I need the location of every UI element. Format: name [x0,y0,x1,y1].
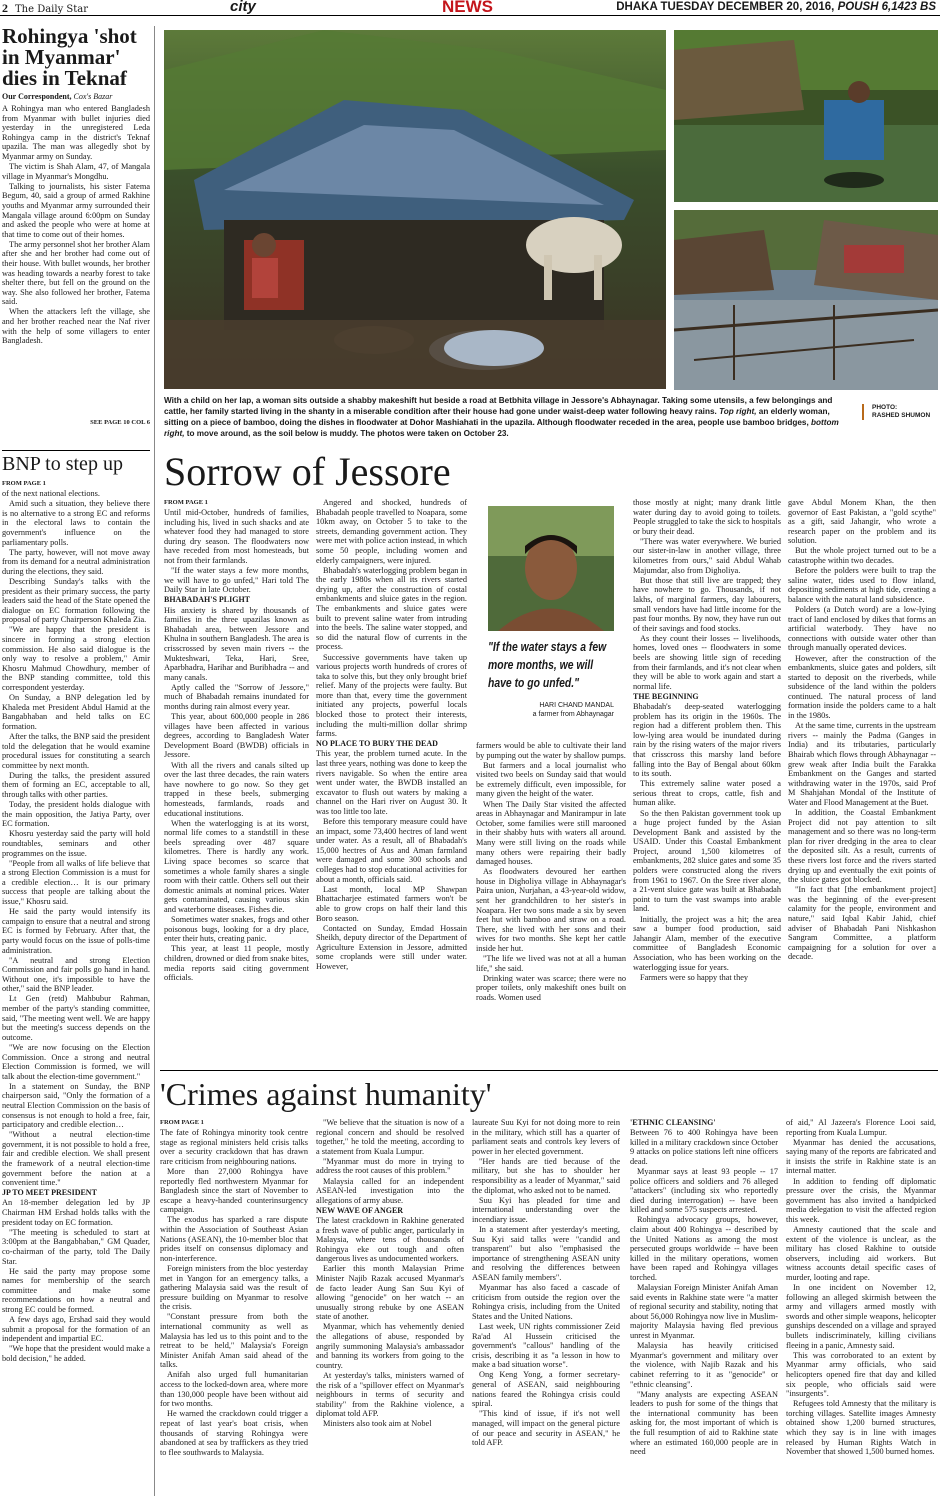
story3-col1 [164,498,309,1070]
photo-bottom-right [674,210,938,390]
paragraph: "We are now focusing on the Election Commission. Once a strong and neutral Election Commission is formed, we will talk about the election-time government." [2,1042,150,1081]
story3-col4 [633,498,781,1058]
paragraph: Until mid-October, hundreds of families, including his, lived in such shacks and ate whatever food they had managed to store during dry season. The floodwaters now have receded from most homesteads, but not from their farmlands. [164,508,309,566]
paragraph: Drinking water was scarce; there were no proper toilets, only makeshift ones built on roads. Women used [476,973,626,1002]
paragraph: However, after the construction of the embankments, sluice gates and polders, silt started to deposit on the riverbeds, while subsidence of the land within the polders continued. The natural process of land formation inside the polders came to a halt in the 1980s. [788,653,936,721]
paragraph: Initially, the project was a hit; the area saw a bumper food production, said Jahangir Alam, member of the executive committee of Bangladesh Economic Association, who has been working on the waterlogging issue for years. [633,914,781,972]
paragraph: "Constant pressure from both the international community as well as Malaysia has led us to this point and to the retreat to be held," Malaysia's Foreign Minister Anifah Aman said ahead of the talks. [160,1312,308,1370]
paragraph: A few days ago, Ershad said they would submit a proposal for the formation of an independent and impartial EC. [2,1315,150,1344]
paragraph: Anifah also urged full humanitarian access to the locked-down area, where more than 130,000 people have been without aid for two months. [160,1370,308,1409]
paragraph: The army personnel shot her brother Alam after she and her brother had come out of their house. With bullet wounds, her brother was heading towards a nearby forest to take shelter there, but fell on the ground on the way. She also followed her brother, Fatema said. [2,239,150,307]
subhead: THE BEGINNING [633,691,699,701]
paragraph: After the talks, the BNP said the president told the delegation that he would examine procedural issues for constituting a search committee by next month. [2,731,150,770]
paragraph: "There was water everywhere. We buried our sister-in-law in another village, three kilometres from ours," said Abdul Wahab Majumdar, also from Digholiya. [633,536,781,575]
paragraph: "This kind of issue, if it's not well managed, will impact on the general picture of our peace and security in ASEAN," he told AFP. [472,1409,620,1448]
story3-col2 [316,498,467,1070]
paragraph: During the talks, the president assured them of forming an EC, acceptable to all, through talks with other parties. [2,770,150,799]
paragraph: But those that still live are trapped; they have nowhere to go. Thousands, if not lakhs, of marginal farmers, day labourers, small vendors have had little income for the past four months. By now, they have run out of their savings and food stocks. [633,575,781,633]
story4-col2 [316,1118,464,1498]
story4-col4 [630,1118,778,1498]
paragraph: As floodwaters devoured her earthen house in Digholiya village in Abhaynagar's Paira union, Nurjahan, a 43-year-old widow, sent her grandchildren to her sister's in Noapara. Her two sons made a six by seven feet hut with bamboo and straw on a road. There, she lived with her sons and their wives for two months. She kept her cattle inside her hut. [476,867,626,953]
paragraph: farmers would be able to cultivate their land by pumping out the water by shallow pumps. [476,741,626,760]
story4-col1 [160,1118,308,1498]
byline: Our Correspondent, Cox's Bazar [2,92,113,101]
paragraph: The party, however, will not move away from its demand for a neutral administration during the elections, they said. [2,547,150,576]
paragraph: Suu Kyi has pleaded for time and international understanding over the incendiary issue. [472,1195,620,1224]
paragraph: "Her hands are tied because of the military, but she has to shoulder her responsibility as a leader of Myanmar," said the diplomat, who asked not to be named. [472,1156,620,1195]
masthead-left: 2 The Daily Star [2,1,89,15]
paragraph: Amnesty cautioned that the scale and extent of the violence is unclear, as the military has closed Rakhine to outside observers, including aid workers. But witness accounts detail specific cases of murder, looting and rape. [786,1225,936,1282]
paragraph: Before the polders were built to trap the saline water, tides used to flow inland, depositing sediments at high tide, creating a balance with the natural land subsidence. [788,566,936,604]
paragraph: But farmers and a local journalist who visited two beels on Sunday said that would be extremely difficult, even impossible, for many given the height of the water. [476,760,626,799]
paragraph: laureate Suu Kyi for not doing more to rein in the military, which still has a quarter of parliament seats and controls key levers of power in her elected government. [472,1118,620,1156]
subhead: NEW WAVE OF ANGER [316,1205,404,1215]
story-rohingya-shot [2,26,150,426]
from-page: FROM PAGE 1 [160,1119,204,1126]
paragraph: His anxiety is shared by thousands of families in the three upazilas known as Bhabadah area, between Jessore and Khulna in southern Bangladesh. The area is crisscrossed by seven main rivers -- the Mukteshwari, Teka, Hari, Sree, Aparbhadra, Harihar and Buribhadra -- and many canals. [164,605,309,682]
paragraph: Aptly called the "Sorrow of Jessore," much of Bhabadah remains inundated for months during rain almost every year. [164,682,309,711]
paragraph: Angered and shocked, hundreds of Bhabadah people travelled to Noapara, some 10km away, on October 5 to take to the streets, demanding government action. They were met with police action instead, in which some 50 people, including women and elderly campaigners, were injured. [316,498,467,565]
category-label: NEWS [442,0,493,16]
paragraph: Between 76 to 400 Rohingya have been killed in a military crackdown since October 9 attacks on police stations left nine officers dead. [630,1128,778,1166]
headline-crimes-against-humanity: 'Crimes against humanity' [160,1076,492,1112]
subhead: 'ETHNIC CLEANSING' [630,1118,716,1127]
section-label: city [230,0,256,15]
paragraph: When The Daily Star visited the affected areas in Abhaynagar and Manirampur in late October, some families were still marooned in their shabby huts with waters all around. Many were still living on the roads while many others were repairing their badly damaged houses. [476,799,626,867]
paragraph: More than 27,000 Rohingya have reportedly fled northwestern Myanmar for Bangladesh since the start of November to escape a heavy-handed counterinsurgency campaign. [160,1166,308,1215]
paragraph: "Without a neutral election-time government, it is not possible to hold a free, fair and credible election. We shall present the framework of a neutral election-time government before the nation at a convenient time." [2,1130,150,1188]
paragraph: Sometimes water snakes, frogs and other poisonous bugs, looking for a dry place, enter their huts, creating panic. [164,915,309,944]
paragraph: Myanmar says at least 93 people -- 17 police officers and soldiers and 76 alleged "attackers" (including six who reportedly died during interrogation) -- have been killed and some 575 suspects arrested. [630,1166,778,1215]
photo-caption: With a child on her lap, a woman sits outside a shabby makeshift hut beside a road at Betbhita village in Jessore's Abhaynagar. Taking some utensils, a few belongings and cattle, her family started living in the shanty in a miserable condition after their house had gone under waist-deep water following heavy rains. Top right, an elderly woman, sitting on a piece of bamboo, doing the dishes in floodwater at Dohor Mashiahati in the upazila. Although floodwater receded in the area, people use bamboo bridges, bottom right, to move around, as the soil below is muddy. The photos were taken on October 23. [164,396,839,438]
paragraph: "A neutral and strong Election Commission and fair polls go hand in hand. Without one, it's impossible to have the other," said the BNP leader. [2,955,150,994]
paragraph: Lt Gen (retd) Mahbubur Rahman, member of the party's standing committee, said, "The meeting went well. We are happy but the meeting's success depends on the outcome. [2,994,150,1042]
paragraph: In one incident on November 12, following an alleged skirmish between the army and villagers armed mostly with swords and other simple weapons, helicopter gunships descended on a village and sprayed bullets indiscriminately, killing civilians fleeing in a panic, Amnesty said. [786,1283,936,1350]
paragraph: "Myanmar must do more in trying to address the root causes of this problem." [316,1156,464,1176]
paragraph: Malaysia has heavily criticised Myanmar's government and military over the violence, with Najib Razak and his cabinet referring to it as "genocide" or "ethnic cleansing". [630,1341,778,1389]
paragraph: In a statement after yesterday's meeting, Suu Kyi said talks were "candid and transparent" but also "emphasised the importance of strengthening ASEAN unity and resolving the differences between ASEAN family members". [472,1225,620,1282]
paragraph: "In fact that [the embankment project] was the beginning of the ever-present calamity for the people, environment and nature," said Iqbal Kabir Jahid, chief adviser of Bhabadah Pani Nishkashon Sangram Committee, a platform campaigning for a solution for over a decade. [788,885,936,962]
paragraph: "We are happy that the president is sincere in forming a strong election commission. He also said dialogue is the only way to resolve a problem," Amir Khosru Mahmud Chowdhury, member of the BNP standing committee, told this correspondent yesterday. [2,625,150,692]
headline-rohingya-shot: Rohingya 'shot in Myanmar' dies in Teknaf [2,24,137,90]
paragraph: Bhabadah's deep-seated waterlogging problem has its origin in the 1960s. The region had a different problem then. This low-lying area would be inundated during rain by the rising waters of the major rivers that crisscross this marshy land before falling into the Bay of Bengal about 60km to its south. [633,701,781,779]
paragraph: The latest crackdown in Rakhine generated a fresh wave of public anger, particularly in Malaysia, where tens of thousands of Rohingya eke out tough and often dangerous lives as undocumented workers. [316,1215,464,1264]
paragraph: Successive governments have taken up various projects worth hundreds of crores of taka to solve this, but they only brought brief relief. Many of the projects were faulty. But more than that, every time the government initiated any projects, powerful locals blocked those to protect their interests, including the multi-million dollar shrimp farms. [316,652,467,739]
paragraph: In a statement on Sunday, the BNP chairperson said, "Only the formation of a neutral Election Commission on the basis of consensus is not enough to hold a free, fair, participatory and credible election… [2,1081,150,1130]
paragraph: Myanmar, which has vehemently denied the allegations of abuse, responded by angrily summoning Malaysia's ambassador and banning its workers from going to the country. [316,1322,464,1370]
paragraph: He warned the crackdown could trigger a repeat of last year's boat crisis, when thousands of starving Rohingya were abandoned at sea by traffickers as they tried to flee southwards to Malaysia. [160,1409,308,1457]
photo-hut-woman-cow [164,30,666,389]
paragraph: The fate of Rohingya minority took centre stage as regional ministers held crisis talks over a security crackdown that has drawn rare criticism from neighbouring nations. [160,1128,308,1166]
paragraph: Talking to journalists, his sister Fatema Begum, 40, said a group of armed Rakhine youths and Myanmar army surrounded their Mangala village around 6:00pm on Sunday and asked the people who were at home at that time to come out of their homes. [2,181,150,239]
paragraph: Refugees told Amnesty that the military is torching villages. Satellite images Amnesty obtained show 1,200 burned structures, which they say is in line with images released by Human Rights Watch in November that showed 1,500 burned homes. [786,1399,936,1457]
story2-body [2,479,150,1494]
paragraph: When the waterlogging is at its worst, normal life comes to a standstill in these beels spreading over 487 square kilometres. There is hardly any work. Living space becomes so scarce that sometimes a whole family shares a single room with their cattle. Others sell out their domestic animals at nominal prices. Water gets contaminated, causing various skin and waterborne diseases. Fishes die. [164,818,309,914]
paragraph: "We believe that the situation is now of a regional concern and should be resolved together," he told the meeting, according to a statement from Kuala Lumpur. [316,1118,464,1156]
paragraph: In addition, the Coastal Embankment Project did not pay attention to silt management and so there was no long-term plan for river dredging in the area to clear the deposited silt. As a result, currents of these rivers lost force and the rivers started drying up and eventually the exit points of the sluice gates got blocked. [788,808,936,885]
headline-bnp: BNP to step up [2,453,123,475]
headline-sorrow-of-jessore: Sorrow of Jessore [164,449,451,494]
paragraph: Contacted on Sunday, Emdad Hossain Sheikh, deputy director of the Department of Agriculture Extension in Jessore, admitted some croplands were still under water. However, [316,923,467,971]
paragraph: "The meeting is scheduled to start at 3:00pm at the Bangabhaban," GM Quader, co-chairman of the party, told The Daily Star. [2,1227,150,1266]
paragraph: The exodus has sparked a rare dispute within the Association of Southeast Asian Nations (ASEAN), the 10-member bloc that prides itself on consensus diplomacy and non-interference. [160,1215,308,1263]
paragraph: An 18-member delegation led by JP Chairman HM Ershad holds talks with the president today on EC formation. [2,1198,150,1227]
paragraph: He said the party would intensify its campaign to ensure that a neutral and strong EC is formed by February. After that, the party would focus on the issue of polls-time administration. [2,907,150,955]
portrait-photo [488,506,614,631]
paragraph: In addition to fending off diplomatic pressure over the crisis, the Myanmar government has also invited a handpicked media delegation to visit the affected region this week. [786,1176,936,1224]
paragraph: This was corroborated to an extent by Myanmar army officials, who said helicopters opened fire that day and killed six people, who officials said were "insurgents". [786,1350,936,1399]
paragraph: Last week, UN rights commissioner Zeid Ra'ad Al Hussein criticised the government's "callous" handling of the crisis, describing it as "a lesson in how to make a bad situation worse". [472,1321,620,1370]
paragraph: of aid," Al Jazeera's Florence Looi said, reporting from Kuala Lumpur. [786,1118,936,1137]
photo-bamboo-bridges [674,210,938,390]
subhead: JP TO MEET PRESIDENT [2,1188,97,1198]
paragraph: But the whole project turned out to be a catastrophe within two decades. [788,546,936,566]
paragraph: Last month, local MP Shawpan Bhattacharjee estimated farmers won't be able to grow crops on half their land this Boro season. [316,884,467,923]
paragraph: Bhabadah's waterlogging problem began in the early 1980s when all its rivers started drying up, after the construction of costal embankments and sluice gates in the region. The embankments and sluice gates were built to prevent saline water from intruding into the beels. The saline water stopped, and so did the natural flow of currents in the process. [316,565,467,652]
story1-body [2,104,150,419]
paragraph: Earlier this month Malaysian Prime Minister Najib Razak accused Myanmar's de facto leader Aung San Suu Kyi of allowing "genocide" on her watch -- an unusually strong rebuke by one ASEAN state of another. [316,1264,464,1322]
paragraph: Today, the president holds dialogue with the main opposition, the Jatiya Party, over EC formation. [2,800,150,829]
paragraph: He said the party may propose some names for membership of the search committee and make some recommendations on how a neutral and strong EC could be formed. [2,1266,150,1314]
paragraph: Ministers also took aim at Nobel [323,1419,432,1429]
photo-top-right [674,30,938,202]
paragraph: "We hope that the president would make a bold decision," he added. [2,1344,150,1363]
paragraph: of the next national elections. [2,489,100,499]
paragraph: gave Abdul Monem Khan, the then governor of East Pakistan, a "gold scythe" as a gift, said Jahangir, who wrote a research paper on the problem and its solution. [788,498,936,546]
paragraph: So the then Pakistan government took up a huge project funded by the Asian Development Bank and assisted by the USAID. Under this Coastal Embankment Project, around 1,500 kilometres of embankments, 282 sluice gates and some 35 polders were constructed along the rivers from 1961 to 1967. On the Sree river alone, a 21-vent sluice gate was built at Bhabadah point to turn the vast swamps into arable land. [633,808,781,914]
paragraph: When the attackers left the village, she and her brother reached near the Naf river with the help of some villagers to enter Bangladesh. [2,307,150,346]
paragraph: Polders (a Dutch word) are a low-lying tract of land enclosed by dikes that forms an artificial waterbody. They have no connections with outside water other than through manually operated devices. [788,605,936,653]
subhead: NO PLACE TO BURY THE DEAD [316,739,438,749]
portrait-hari-chand-mandal [488,506,614,631]
paragraph: Malaysian Foreign Minister Anifah Aman said events in Rakhine state were "a matter of regional security and stability, noting that about 56,000 Rohingya now live in Muslim-majority Malaysia having fled previous unrest in Myanmar. [630,1283,778,1341]
paragraph: "Many analysts are expecting ASEAN leaders to push for some of the things that the international community has been asking for, the most important of which is the full resumption of aid to Rakhine state where an estimated 160,000 people are in need [630,1389,778,1457]
paragraph: At yesterday's talks, ministers warned of the risk of a "spillover effect on Myanmar's neighbours in terms of security and stability" from the Rakhine violence, a diplomat told AFP. [316,1370,464,1419]
paragraph: Before this temporary measure could have an impact, some 73,400 hectres of land went under water. As a result, all of Bhabadah's 15,000 hectres of Aus and Aman farmland were damaged and some 300 schools and colleges had to stop educational activities for about a month, officials said. [316,817,467,884]
paper-name: The Daily Star [15,4,89,15]
masthead [0,0,940,16]
paragraph: Farmers were so happy that they [640,972,749,982]
see-page: SEE PAGE 10 COL 6 [90,419,150,426]
paragraph: This year, at least 11 people, mostly children, drowned or died from snake bites, media reports said citing government officials. [164,944,309,983]
paragraph: Rohingya advocacy groups, however, claim about 400 Rohingya -- described by the United Nations as among the most persecuted groups worldwide -- have been killed in the military operations, women have been raped and Rohingya villages torched. [630,1215,778,1282]
paragraph: This year, the problem turned acute. In the last three years, nothing was done to keep the rivers navigable. So when the entire area went under water, the BWDB installed an excavator to flush out waters by making a channel on the Hari river on August 30. It was too little too late. [316,749,467,816]
pull-quote: "If the water stays a few more months, we will have to go unfed." [488,639,607,690]
paragraph: "The life we lived was not at all a human life," she said. [476,954,626,973]
paragraph: Ong Keng Yong, a former secretary-general of ASEAN, said neighbouring nations feared the Rohingya crisis could spiral. [472,1370,620,1409]
paragraph: A Rohingya man who entered Bangladesh from Myanmar with bullet injuries died yesterday in the unregistered Leda Rohingya camp in the district's Teknaf upazila. The man was allegedly shot by Myanmar army on Sunday. [2,104,150,161]
paragraph: As they count their losses -- livelihoods, homes, loved ones -- floodwaters in some beels are showing little sign of receding from their farmlands, and it's not clear when they will be able to work again and start a normal life. [633,633,781,691]
story4-col5 [786,1118,936,1498]
paragraph: The victim is Shah Alam, 47, of Mangala village in Myanmar's Mongdhu. [2,162,150,181]
paragraph: Myanmar has also faced a cascade of criticism from outside the region over the Rohingya crisis, including from the United States and the United Nations. [472,1283,620,1321]
paragraph: At the same time, currents in the upstream rivers -- mainly the Padma (Ganges in India) and its tributaries, particularly Bhairab which flows through Abhaynagar -- grew weak after India built the Farakka Embankment on the Ganges and started withdrawing water in the 1970s, said Prof M Shahjahan Mondal of the Institute of Water and Flood Management at the Buet. [788,721,936,807]
from-page: FROM PAGE 1 [164,499,208,506]
photo-woman-washing-dishes [674,30,938,202]
photo-credit: PHOTO: RASHED SHUMON [862,404,938,420]
divider [160,1070,938,1071]
paragraph: Khosru yesterday said the party will hold roundtables, seminars and other programmes on the issue. [2,829,150,858]
paragraph: This year, about 600,000 people in 286 villages have been affected in various degrees, according to Bangladesh Water Development Board (BWDB) officials in Jessore. [164,712,309,760]
paragraph: Malaysia called for an independent ASEAN-led investigation into the allegations of army abuse. [316,1176,464,1205]
paragraph: "If the water stays a few more months, we will have to go unfed," Hari told The Daily Star in late October. [164,566,309,595]
paragraph: This extremely saline water posed a serious threat to crops, cattle, fish and human alike. [633,779,781,808]
story-bnp [2,454,150,1494]
story3-col3 [476,741,626,1057]
paragraph: Myanmar has denied the accusations, saying many of the reports are fabricated and it insists the strife in Rakhine state is an internal matter. [786,1137,936,1176]
paragraph: those mostly at night; many drank little water during day to avoid going to toilets. People struggled to take the sick to hospitals or bury their dead. [633,498,781,536]
divider [2,450,150,451]
from-page: FROM PAGE 1 [2,480,46,487]
paragraph: With all the rivers and canals silted up over the last three decades, the rain waters have nowhere to go now. So they get trapped in these beels, submerging homesteads, farmlands, roads and educational institutions. [164,760,309,818]
story3-col5 [788,498,936,1058]
paragraph: Foreign ministers from the bloc yesterday met in Yangon for an emergency talks, a gathering Malaysia said was the result of pressure building on Myanmar to resolve the crisis. [160,1263,308,1312]
paragraph: Describing Sunday's talks with the president as their primary success, the party leaders said the head of the State opened the dialogue on EC formation following the proposal of party Chairperson Khaleda Zia. [2,576,150,625]
column-rule [154,26,155,1496]
dateline: DHAKA TUESDAY DECEMBER 20, 2016, POUSH 6,1423 BS [616,1,936,13]
paragraph: "People from all walks of life believe that a strong Election Commission is a must for a credible election… It is our primary success that people are talking about the issue," Khosru said. [2,858,150,907]
quote-source: HARI CHAND MANDAL a farmer from Abhaynagar [532,702,614,718]
story4-col3 [472,1118,620,1498]
subhead: BHABADAH'S PLIGHT [164,595,251,605]
photo-main [164,30,666,389]
paragraph: Amid such a situation, they believe there is no alternative to a strong EC and reforms in the electoral laws to contain the government's influence on the parliamentary polls. [2,499,150,547]
paragraph: On Sunday, a BNP delegation led by Khaleda met President Abdul Hamid at the Bangabhaban and held talks on EC formation. [2,693,150,731]
